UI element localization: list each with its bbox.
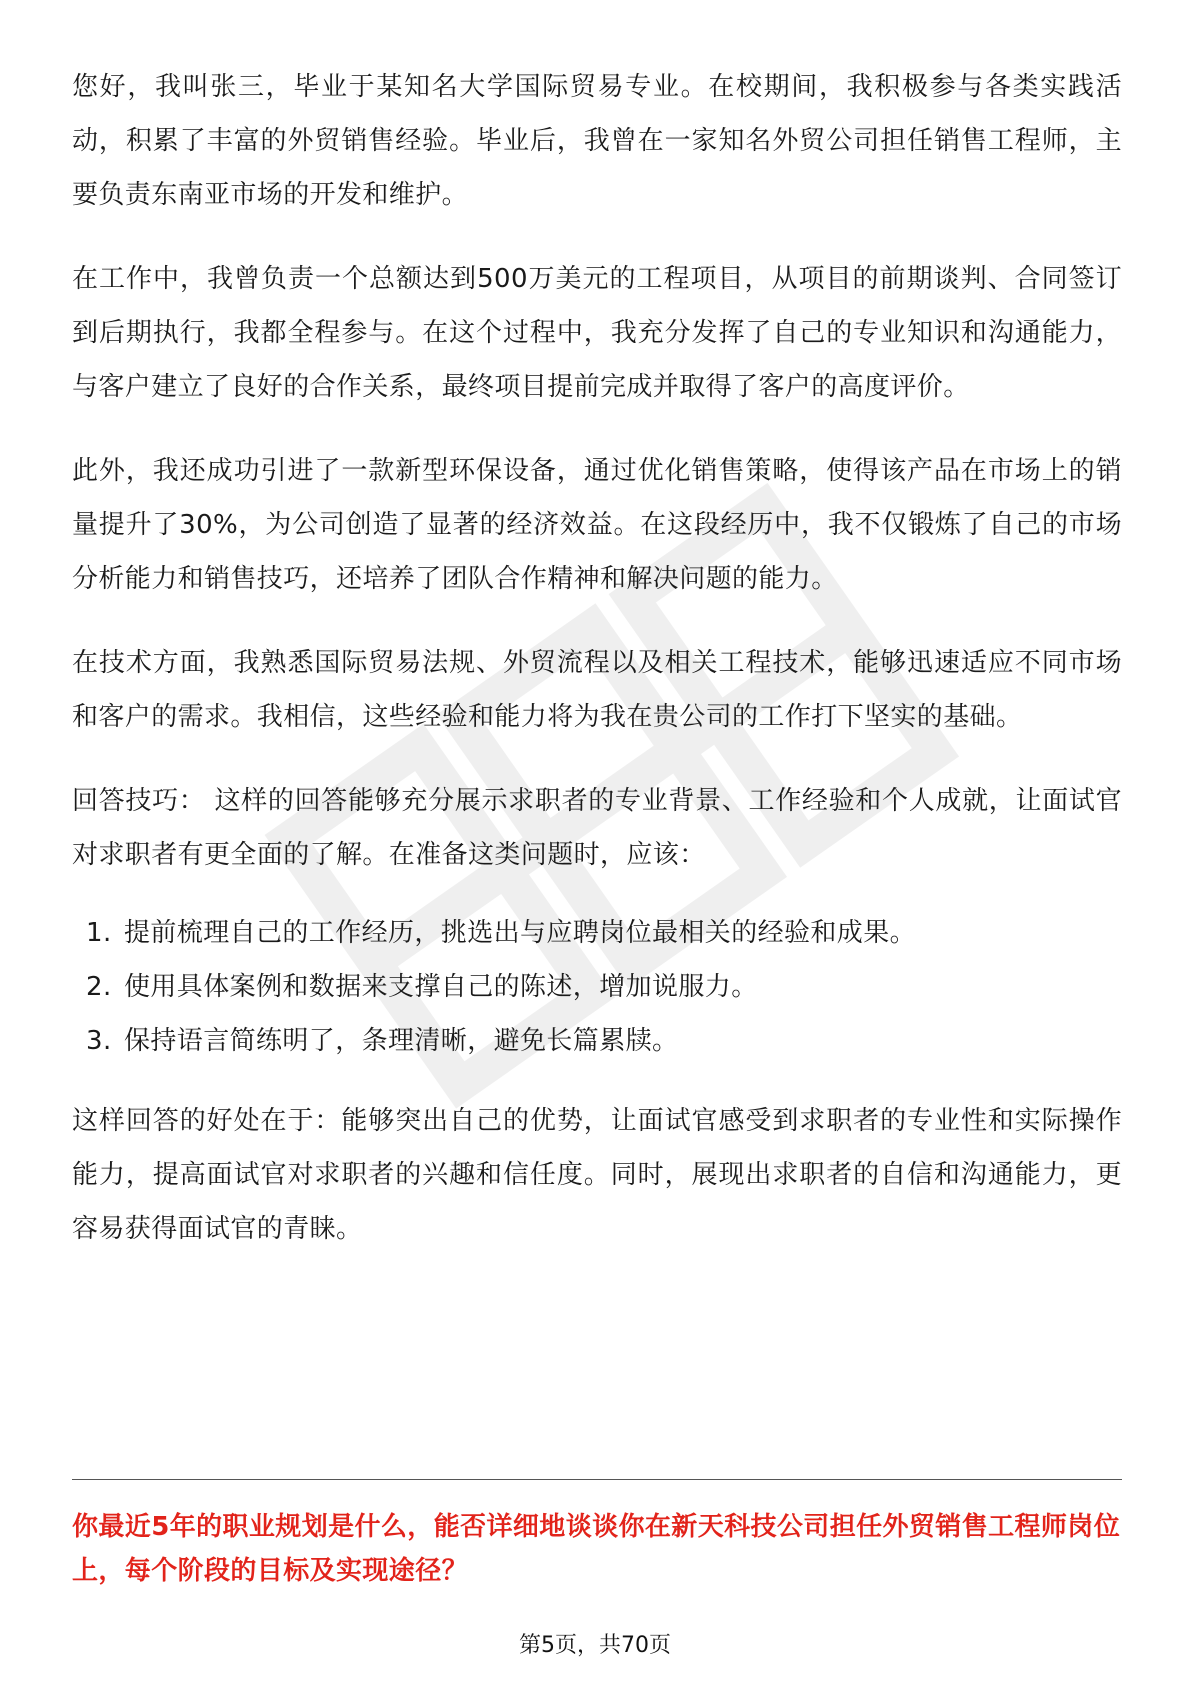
page-number-footer: 第5页，共70页 bbox=[519, 1633, 671, 1658]
list-item bbox=[72, 960, 1122, 1014]
list-item-text: 保持语言简练明了，条理清晰，避免长篇累牍。 bbox=[124, 1026, 679, 1056]
paragraph-project: 在工作中，我曾负责一个总额达到500万美元的工程项目，从项目的前期谈判、合同签订到后期执行，我都全程参与。在这个过程中，我充分发挥了自己的专业知识和沟通能力，与客户建立了良好的合作关系，最终项目提前完成并取得了客户的高度评价。 bbox=[72, 264, 1122, 402]
list-item-number: 3. bbox=[86, 1026, 112, 1056]
document-body bbox=[72, 60, 1122, 1286]
section-divider bbox=[72, 1479, 1122, 1480]
paragraph-answer-tips: 回答技巧： 这样的回答能够充分展示求职者的专业背景、工作经验和个人成就，让面试官对求职者有更全面的了解。在准备这类问题时，应该： bbox=[72, 786, 1122, 870]
list-item bbox=[72, 1014, 1122, 1068]
paragraph-closing: 这样回答的好处在于：能够突出自己的优势，让面试官感受到求职者的专业性和实际操作能力，提高面试官对求职者的兴趣和信任度。同时，展现出求职者的自信和沟通能力，更容易获得面试官的青睐。 bbox=[72, 1106, 1122, 1244]
list-item-number: 2. bbox=[86, 972, 112, 1002]
paragraph-product: 此外，我还成功引进了一款新型环保设备，通过优化销售策略，使得该产品在市场上的销量提升了30%，为公司创造了显著的经济效益。在这段经历中，我不仅锻炼了自己的市场分析能力和销售技巧，还培养了团队合作精神和解决问题的能力。 bbox=[72, 456, 1122, 594]
list-item-number: 1. bbox=[86, 918, 112, 948]
next-question-heading: 你最近5年的职业规划是什么，能否详细地谈谈你在新天科技公司担任外贸销售工程师岗位上，每个阶段的目标及实现途径？ bbox=[72, 1512, 1121, 1586]
paragraph-intro: 您好，我叫张三，毕业于某知名大学国际贸易专业。在校期间，我积极参与各类实践活动，积累了丰富的外贸销售经验。毕业后，我曾在一家知名外贸公司担任销售工程师，主要负责东南亚市场的开发和维护。 bbox=[72, 72, 1122, 210]
list-item-text: 使用具体案例和数据来支撑自己的陈述，增加说服力。 bbox=[124, 972, 758, 1002]
list-item bbox=[72, 906, 1122, 960]
tips-list bbox=[72, 906, 1122, 1068]
paragraph-technical: 在技术方面，我熟悉国际贸易法规、外贸流程以及相关工程技术，能够迅速适应不同市场和客户的需求。我相信，这些经验和能力将为我在贵公司的工作打下坚实的基础。 bbox=[72, 648, 1122, 732]
list-item-text: 提前梳理自己的工作经历，挑选出与应聘岗位最相关的经验和成果。 bbox=[124, 918, 917, 948]
